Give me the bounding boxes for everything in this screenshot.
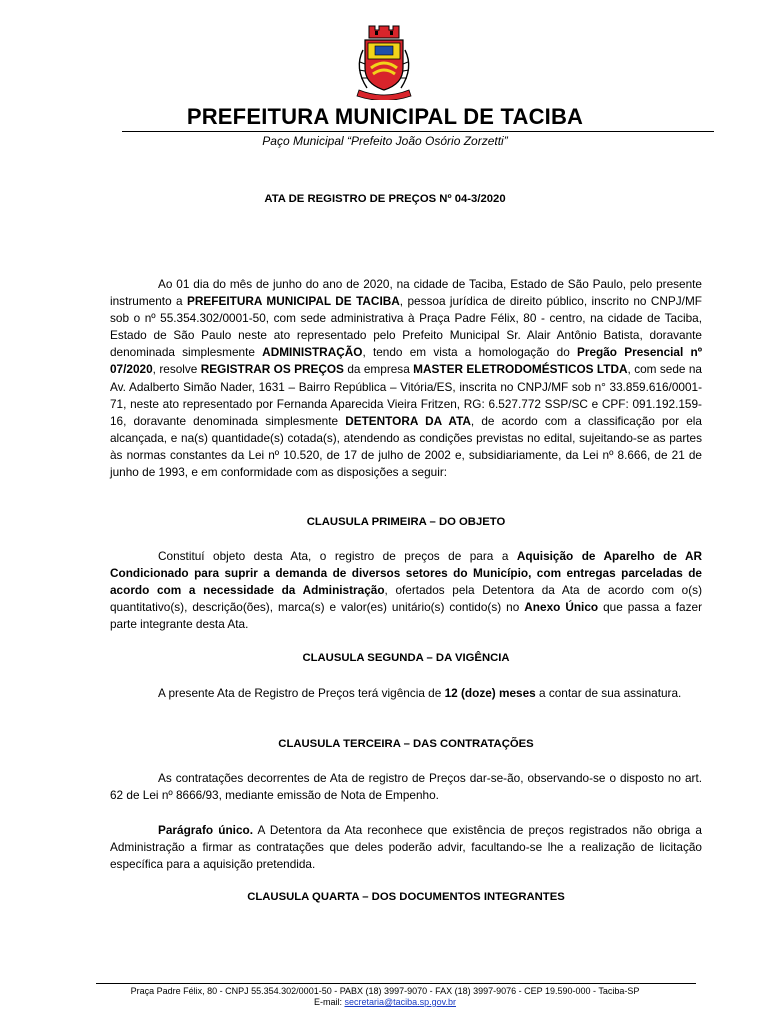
clause-3-title: CLAUSULA TERCEIRA – DAS CONTRATAÇÕES: [278, 738, 534, 750]
clause-4-title: CLAUSULA QUARTA – DOS DOCUMENTOS INTEGRANTES: [247, 891, 565, 903]
header-divider: [122, 131, 714, 132]
page-subtitle: Paço Municipal “Prefeito João Osório Zorzetti”: [262, 134, 508, 148]
document-heading: ATA DE REGISTRO DE PREÇOS Nº 04-3/2020: [264, 193, 506, 205]
footer-email-link[interactable]: secretaria@taciba.sp.gov.br: [344, 997, 457, 1007]
footer-address: Praça Padre Félix, 80 - CNPJ 55.354.302/0001-50 - PABX (18) 3997-9070 - FAX (18) 3997-9076 - CEP 19.590-000 - Taciba-SP: [130, 986, 640, 996]
page-title: PREFEITURA MUNICIPAL DE TACIBA: [186, 104, 584, 129]
municipal-crest-icon: [351, 22, 417, 100]
preamble-paragraph: Ao 01 dia do mês de junho do ano de 2020, na cidade de Taciba, Estado de São Paulo, pelo presente instrumento a PREFEITURA MUNICIPAL DE TACIBA, pessoa jurídica de direito público, inscrito no CNPJ/MF sob o nº 55.354.302/0001-50, com sede administrativa à Praça Padre Félix, 80 - centro, na cidade de Taciba, Estado de São Paulo neste ato representado pelo Prefeito Municipal Sr. Alair Antônio Batista, doravante denominada simplesmente ADMINISTRAÇÃO, tendo em vista a homologação do Pregão Presencial nº 07/2020, resolve REGISTRAR OS PREÇOS da empresa MASTER ELETRODOMÉSTICOS LTDA, com sede na Av. Adalberto Simão Nader, 1631 – Bairro República – Vitória/ES, inscrita no CNPJ/MF sob n° 33.859.616/0001-71, neste ato representado por Fernanda Aparecida Vieira Fritzen, RG: 6.527.772 SSP/SC e CPF: 091.192.159-16, doravante denominada simplesmente DETENTORA DA ATA, de acordo com a classificação por ela alcançada, e na(s) quantidade(s) cotada(s), atendendo as condições previstas no edital, sujeitando-se as partes às normas constantes da Lei nº 10.520, de 17 de julho de 2002 e, subsidiariamente, da Lei nº 8.666, de 21 de junho de 1993, e em conformidade com as disposições a seguir:: [110, 277, 703, 480]
clause-1-title: CLAUSULA PRIMEIRA – DO OBJETO: [306, 516, 506, 528]
clause-1-paragraph: Constituí objeto desta Ata, o registro de preços de para a Aquisição de Aparelho de AR Condicionado para suprir a demanda de diversos setores do Município, com entregas parceladas de acordo com a necessidade da Administração, ofertados pela Detentora da Ata de acordo com o(s) quantitativo(s), descrição(ões), marca(s) e valor(es) unitário(s) contido(s) no Anexo Único que passa a fazer parte integrante desta Ata.: [110, 549, 702, 632]
clause-3-sole-paragraph: Parágrafo único. A Detentora da Ata reconhece que existência de preços registrados não obriga a Administração a firmar as contratações que deles poderão advir, facultando-se lhe a realização de licitação específica para a aquisição pretendida.: [110, 823, 702, 872]
footer-divider: [96, 983, 696, 984]
clause-3-paragraph: As contratações decorrentes de Ata de registro de Preços dar-se-ão, observando-se o disposto no art. 62 de Lei nº 8666/93, mediante emissão de Nota de Empenho.: [110, 771, 702, 803]
footer-email-line: E-mail: secretaria@taciba.sp.gov.br: [313, 997, 457, 1007]
clause-2-title: CLAUSULA SEGUNDA – DA VIGÊNCIA: [302, 652, 510, 664]
clause-2-paragraph: A presente Ata de Registro de Preços terá vigência de 12 (doze) meses a contar de sua assinatura.: [158, 686, 682, 700]
page-footer: [0, 986, 770, 1008]
